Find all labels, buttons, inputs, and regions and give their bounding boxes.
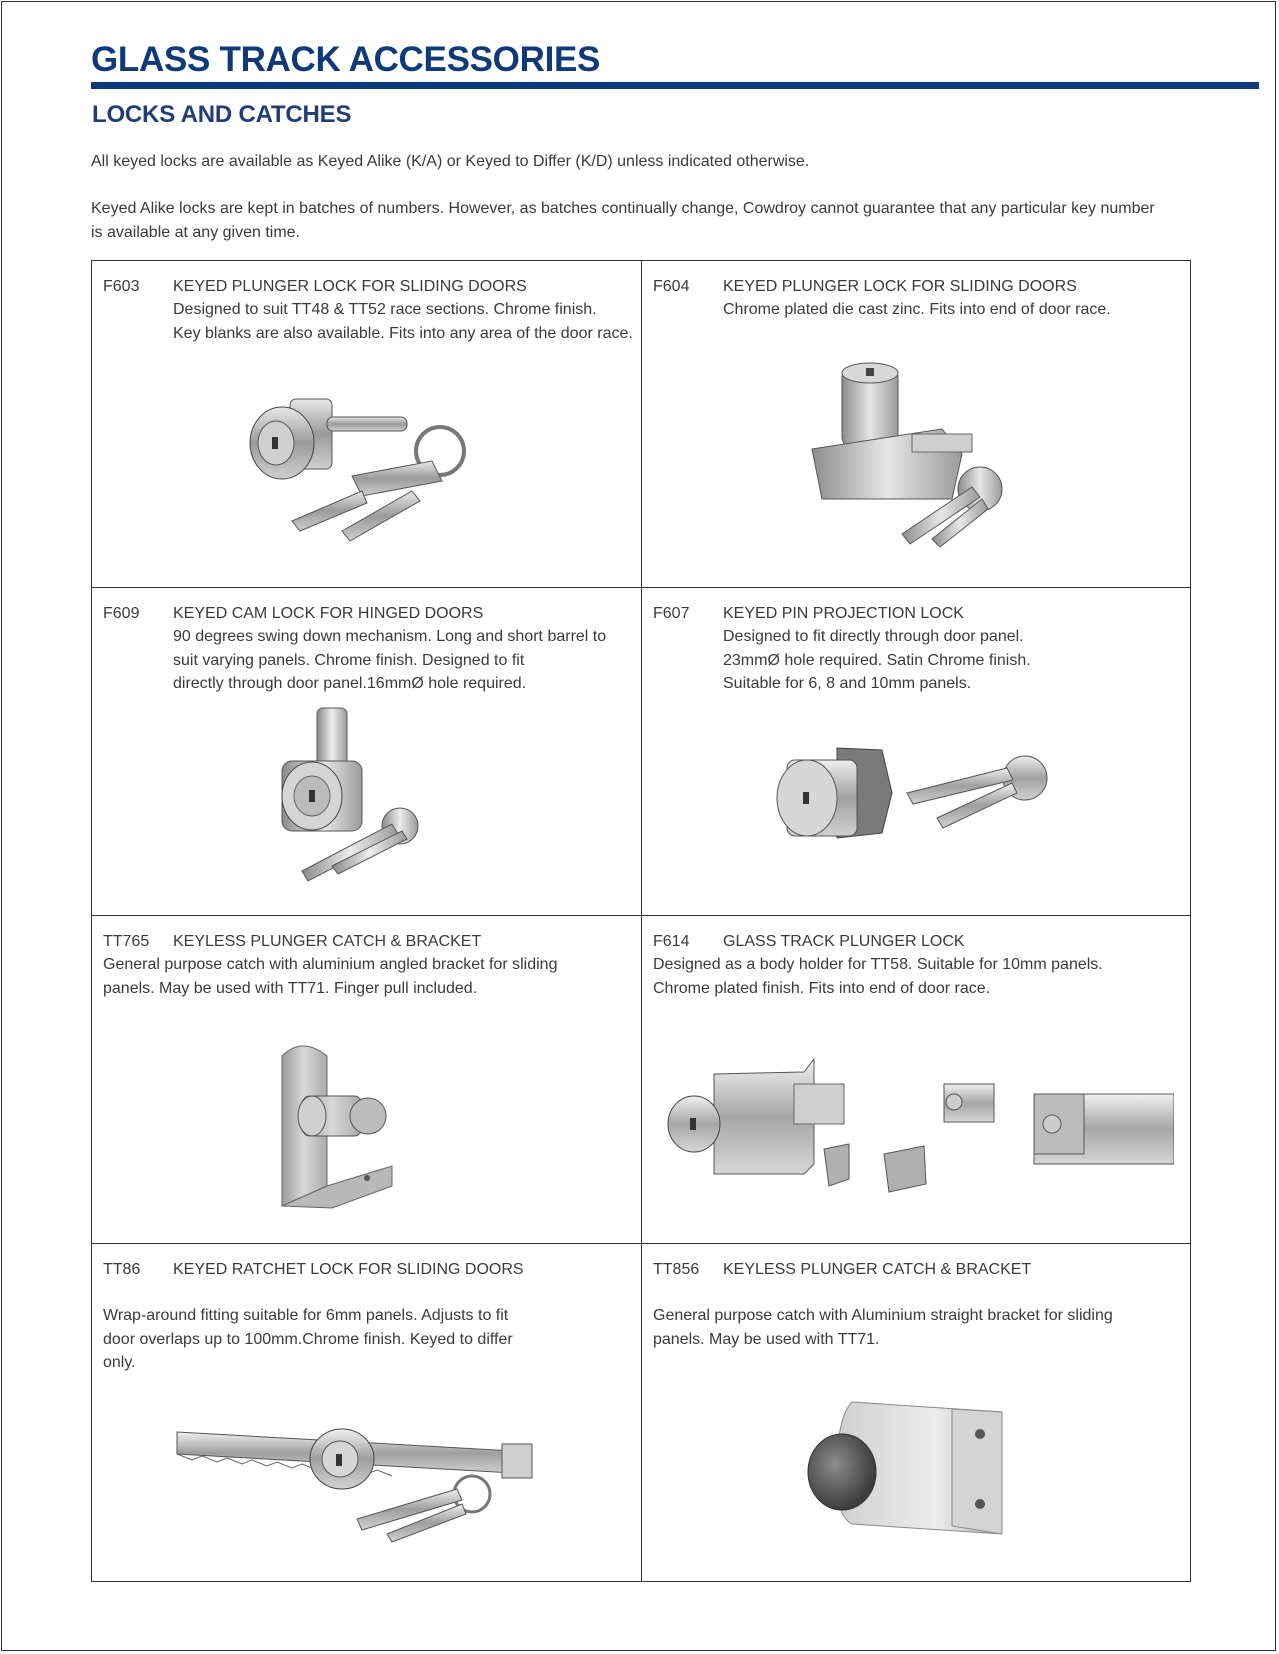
glass-track-plunger-lock-image [664,1054,1174,1214]
product-name: KEYLESS PLUNGER CATCH & BRACKET [723,1261,1032,1278]
product-description [653,953,1184,1000]
straight-bracket-catch-image [792,1394,1012,1544]
product-cell-f607 [642,588,1190,916]
intro-paragraph-1: All keyed locks are available as Keyed Alike (K/A) or Keyed to Differ (K/D) unless indicated otherwise. [91,153,810,170]
product-cell-tt765 [92,916,642,1244]
cam-lock-image [272,706,442,886]
product-header [653,930,1182,954]
description-line: 90 degrees swing down mechanism. Long and short barrel to [173,628,607,645]
product-description [653,1304,1184,1351]
description-line: General purpose catch with aluminium angled bracket for sliding [103,956,558,973]
description-line: directly through door panel.16mmØ hole required. [173,675,527,692]
product-code: F609 [103,605,140,622]
product-code: TT86 [103,1261,141,1278]
product-code: TT856 [653,1261,700,1278]
description-line: Designed to suit TT48 & TT52 race sections. Chrome finish. [173,301,597,318]
description-line: Wrap-around fitting suitable for 6mm panels. Adjusts to fit [103,1307,509,1324]
product-cell-f609 [92,588,642,916]
product-cell-tt86 [92,1244,642,1581]
product-name: KEYED PLUNGER LOCK FOR SLIDING DOORS [723,278,1077,295]
product-description [103,1304,635,1375]
intro-line: Keyed Alike locks are kept in batches of numbers. However, as batches continually change, Cowdroy cannot guarantee that any particular key number [91,200,1155,217]
product-name: KEYLESS PLUNGER CATCH & BRACKET [173,933,482,950]
description-line: Designed to fit directly through door panel. [723,628,1024,645]
product-header [653,275,1182,299]
product-name: GLASS TRACK PLUNGER LOCK [723,933,965,950]
product-grid [91,260,1191,1582]
ratchet-lock-image [172,1404,542,1544]
description-line: panels. May be used with TT71. [653,1330,880,1348]
intro-paragraph-2 [91,197,1201,244]
product-code: TT765 [103,933,150,950]
product-name: KEYED CAM LOCK FOR HINGED DOORS [173,605,484,622]
product-cell-f604 [642,261,1190,588]
product-header [103,930,633,954]
description-line: suit varying panels. Chrome finish. Designed to fit [173,651,525,669]
description-line: 23mmØ hole required. Satin Chrome finish. [723,651,1031,669]
description-line: Chrome plated die cast zinc. Fits into end of door race. [723,301,1111,318]
product-code: F604 [653,278,690,295]
product-cell-tt856 [642,1244,1190,1581]
product-code: F603 [103,278,140,295]
plunger-lock-image [232,381,492,551]
pin-projection-lock-image [767,738,1067,848]
description-line: panels. May be used with TT71. Finger pull included. [103,979,478,997]
product-description [173,625,635,696]
product-name: KEYED PLUNGER LOCK FOR SLIDING DOORS [173,278,527,295]
description-line: General purpose catch with Aluminium straight bracket for sliding [653,1307,1113,1324]
product-name: KEYED RATCHET LOCK FOR SLIDING DOORS [173,1261,524,1278]
title-rule [91,82,1259,89]
page-title: GLASS TRACK ACCESSORIES [91,40,601,79]
product-name: KEYED PIN PROJECTION LOCK [723,605,964,622]
product-description [103,953,635,1000]
description-line: only. [103,1354,136,1371]
product-header [103,275,633,299]
description-line: Designed as a body holder for TT58. Suitable for 10mm panels. [653,956,1103,973]
product-cell-f603 [92,261,642,588]
product-code: F614 [653,933,690,950]
product-description [723,625,1184,696]
section-subtitle: LOCKS AND CATCHES [92,101,352,128]
product-header [653,602,1182,626]
description-line: door overlaps up to 100mm.Chrome finish. Keyed to differ [103,1330,513,1348]
product-header [653,1258,1182,1282]
product-code: F607 [653,605,690,622]
plunger-lock-image [802,359,1022,559]
description-line: Chrome plated finish. Fits into end of door race. [653,979,991,997]
product-description [723,298,1184,322]
description-line: Suitable for 6, 8 and 10mm panels. [723,675,972,692]
product-cell-f614 [642,916,1190,1244]
angled-bracket-catch-image [272,1036,422,1216]
description-line: Key blanks are also available. Fits into any area of the door race. [173,324,633,342]
product-header [103,602,633,626]
intro-line: is available at any given time. [91,223,300,241]
product-description [173,298,635,345]
product-header [103,1258,633,1282]
